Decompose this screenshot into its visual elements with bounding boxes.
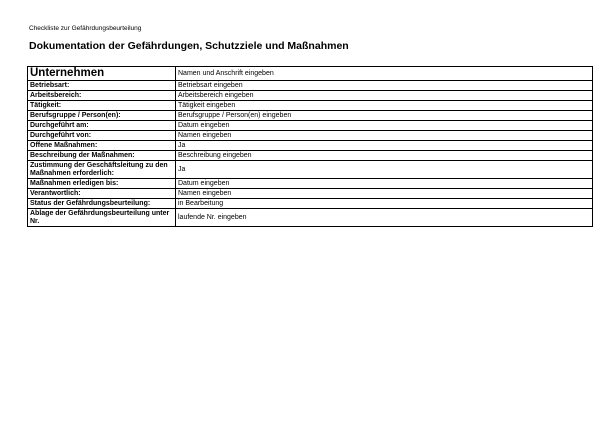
row-value-field[interactable]: Ja <box>176 161 593 179</box>
table-row-durchgefuehrt-am <box>28 121 593 131</box>
row-value-field[interactable]: laufende Nr. eingeben <box>176 209 593 227</box>
row-value-field[interactable]: Betriebsart eingeben <box>176 81 593 91</box>
row-label: Status der Gefährdungsbeurteilung: <box>28 199 176 209</box>
row-label: Betriebsart: <box>28 81 176 91</box>
row-label: Verantwortlich: <box>28 189 176 199</box>
table-row-beschreibung <box>28 151 593 161</box>
row-value-field[interactable]: Namen und Anschrift eingeben <box>176 67 593 81</box>
page-header: Checkliste zur Gefährdungsbeurteilung <box>29 25 142 32</box>
row-value-field[interactable]: Namen eingeben <box>176 131 593 141</box>
row-label: Beschreibung der Maßnahmen: <box>28 151 176 161</box>
document-title: Dokumentation der Gefährdungen, Schutzziele und Maßnahmen <box>29 40 349 52</box>
row-value-field[interactable]: Arbeitsbereich eingeben <box>176 91 593 101</box>
checklist-table <box>27 66 593 227</box>
table-row-offene-massnahmen <box>28 141 593 151</box>
row-label: Berufsgruppe / Person(en): <box>28 111 176 121</box>
row-value-field[interactable]: Tätigkeit eingeben <box>176 101 593 111</box>
table-row-arbeitsbereich <box>28 91 593 101</box>
row-label: Maßnahmen erledigen bis: <box>28 179 176 189</box>
table-row-taetigkeit <box>28 101 593 111</box>
row-value-field[interactable]: Ja <box>176 141 593 151</box>
row-value-field[interactable]: Datum eingeben <box>176 121 593 131</box>
row-label: Durchgeführt am: <box>28 121 176 131</box>
table-row-zustimmung <box>28 161 593 179</box>
table-row-unternehmen <box>28 67 593 81</box>
row-label: Ablage der Gefährdungsbeurteilung unter Nr. <box>28 209 176 227</box>
row-label: Offene Maßnahmen: <box>28 141 176 151</box>
row-label: Tätigkeit: <box>28 101 176 111</box>
row-label: Durchgeführt von: <box>28 131 176 141</box>
table-row-verantwortlich <box>28 189 593 199</box>
row-value-field[interactable]: in Bearbeitung <box>176 199 593 209</box>
row-label: Unternehmen <box>28 67 176 81</box>
table-row-ablage <box>28 209 593 227</box>
table-row-durchgefuehrt-von <box>28 131 593 141</box>
row-label: Arbeitsbereich: <box>28 91 176 101</box>
row-value-field[interactable]: Berufsgruppe / Person(en) eingeben <box>176 111 593 121</box>
table-row-betriebsart <box>28 81 593 91</box>
table-row-berufsgruppe <box>28 111 593 121</box>
row-value-field[interactable]: Beschreibung eingeben <box>176 151 593 161</box>
row-label: Zustimmung der Geschäftsleitung zu den Maßnahmen erforderlich: <box>28 161 176 179</box>
row-value-field[interactable]: Namen eingeben <box>176 189 593 199</box>
table-row-erledigen-bis <box>28 179 593 189</box>
table-row-status <box>28 199 593 209</box>
row-value-field[interactable]: Datum eingeben <box>176 179 593 189</box>
